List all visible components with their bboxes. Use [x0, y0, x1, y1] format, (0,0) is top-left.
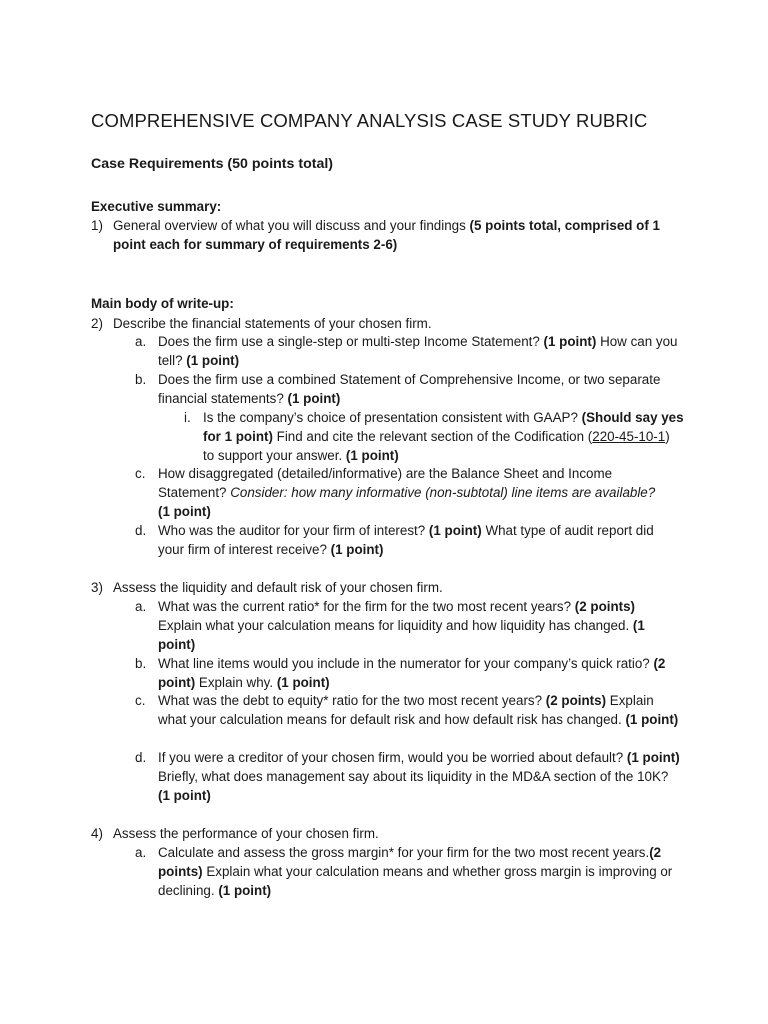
sub-item-points: (2 points)	[545, 693, 607, 708]
requirement-3a	[135, 598, 680, 654]
sub-item-letter: a.	[135, 334, 147, 349]
case-requirements-heading: Case Requirements (50 points total)	[91, 156, 334, 172]
sub-item-letter: d.	[135, 750, 147, 765]
sub-item-letter: c.	[135, 693, 146, 708]
sub-item-text: Who was the auditor for your firm of interest?	[158, 523, 429, 538]
sub-item-letter: b.	[135, 372, 147, 387]
sub-item-points: (1 point)	[626, 750, 680, 765]
sub-item-text: How can you tell?	[158, 334, 678, 368]
sub-item-text: What was the current ratio* for the firm for the two most recent years?	[158, 599, 575, 614]
item-points: (5 points total, comprised of 1 point each for summary of requirements 2-6)	[113, 218, 660, 252]
sub-item-points: (1 point)	[428, 523, 482, 538]
sub-item-points: (1 point)	[158, 787, 211, 803]
sub-item-points: (2 points)	[574, 599, 636, 614]
requirement-2b	[135, 371, 680, 409]
sub-item-letter: d.	[135, 523, 147, 538]
sub-item-letter: a.	[135, 599, 147, 614]
document-title: COMPREHENSIVE COMPANY ANALYSIS CASE STUDY RUBRIC	[91, 110, 648, 131]
sub-item-text: Briefly, what does management say about its liquidity in the MD&A section of the 10K?	[158, 768, 669, 784]
sub-sub-item-points: (Should say yes for 1 point)	[203, 410, 684, 444]
sub-item-points: (1 point)	[186, 352, 240, 368]
item-number: 1)	[91, 218, 103, 233]
sub-item-text: What was the debt to equity* ratio for the two most recent years?	[158, 693, 546, 708]
sub-sub-item-text: ) to support your answer.	[203, 428, 670, 463]
requirement-2d	[135, 522, 680, 560]
sub-item-points: (1 point)	[218, 882, 272, 898]
requirement-4	[91, 825, 691, 844]
sub-item-letter: b.	[135, 656, 147, 671]
sub-item-text: What type of audit report did your firm of interest receive?	[158, 523, 654, 557]
sub-item-points: (1 point)	[158, 617, 645, 652]
sub-item-text: Does the firm use a single-step or multi-step Income Statement?	[158, 334, 544, 349]
requirement-3d	[135, 749, 680, 805]
sub-item-points: (2 points)	[158, 845, 662, 879]
requirement-3c	[135, 692, 680, 730]
requirement-3b	[135, 655, 680, 693]
item-text: Assess the liquidity and default risk of your chosen firm.	[113, 580, 443, 595]
item-number: 3)	[91, 580, 103, 595]
sub-sub-item-text: Find and cite the relevant section of the Codification (	[272, 428, 593, 444]
sub-item-text: Does the firm use a combined Statement of Comprehensive Income, or two separate financial statements?	[158, 372, 661, 406]
requirement-4a	[135, 844, 680, 900]
requirement-2	[91, 315, 691, 334]
main-body-heading: Main body of write-up:	[91, 296, 234, 311]
sub-item-text: What line items would you include in the numerator for your company’s quick ratio?	[158, 656, 654, 671]
requirement-3	[91, 579, 691, 598]
sub-item-points: (1 point)	[543, 334, 597, 349]
sub-item-points: (2 point)	[158, 656, 666, 690]
requirement-1	[91, 217, 681, 255]
sub-item-text: How disaggregated (detailed/informative) are the Balance Sheet and Income Statement?	[158, 466, 613, 500]
item-number: 2)	[91, 316, 103, 331]
sub-item-points: (1 point)	[158, 503, 211, 519]
item-text: Assess the performance of your chosen firm.	[113, 826, 379, 841]
item-text: General overview of what you will discuss and your findings	[113, 218, 470, 233]
codification-link[interactable]: 220-45-10-1	[592, 428, 666, 444]
requirement-2a	[135, 333, 680, 371]
sub-item-letter: c.	[135, 466, 146, 481]
requirement-2b-i	[184, 409, 684, 465]
item-number: 4)	[91, 826, 103, 841]
sub-item-letter: a.	[135, 845, 147, 860]
sub-item-text: Explain what your calculation means for liquidity and how liquidity has changed.	[158, 617, 633, 633]
sub-item-points: (1 point)	[625, 711, 679, 727]
sub-item-text: Explain what your calculation means for default risk and how default risk has changed.	[158, 693, 654, 727]
sub-item-points: (1 point)	[330, 541, 384, 557]
sub-item-text: Calculate and assess the gross margin* for your firm for the two most recent years.	[158, 845, 650, 860]
item-text: Describe the financial statements of your chosen firm.	[113, 316, 432, 331]
requirement-2c	[135, 465, 680, 521]
sub-item-note: Consider: how many informative (non-subtotal) line items are available?	[230, 484, 656, 500]
sub-sub-item-text: Is the company’s choice of presentation consistent with GAAP?	[203, 410, 582, 425]
sub-sub-item-number: i.	[184, 410, 191, 425]
sub-item-points: (1 point)	[276, 674, 330, 690]
sub-item-text: If you were a creditor of your chosen firm, would you be worried about default?	[158, 750, 627, 765]
sub-item-points: (1 point)	[287, 390, 341, 406]
sub-item-text: Explain why.	[195, 674, 277, 690]
sub-item-text: Explain what your calculation means and whether gross margin is improving or declining.	[158, 863, 673, 898]
sub-sub-item-points: (1 point)	[345, 447, 399, 463]
executive-summary-heading: Executive summary:	[91, 199, 222, 214]
